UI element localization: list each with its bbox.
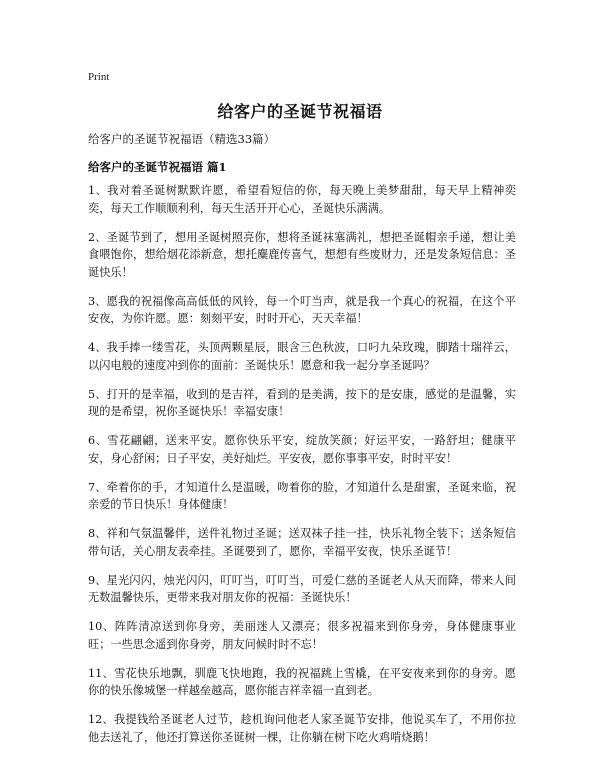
paragraph-10: 10、阵阵清凉送到你身旁，美丽迷人又漂亮；很多祝福来到你身旁，身体健康事业旺；一些思念遥到你身旁，朋友问候时时不忘！	[88, 620, 516, 651]
print-link[interactable]: Print	[88, 71, 110, 83]
paragraph-1: 1、我对着圣诞树默默许愿，希望看短信的你，每天晚上美梦甜甜，每天早上精神奕奕，每天工作顺顺利利，每天生活开开心心，圣诞快乐满满。	[88, 184, 516, 215]
paragraph-5: 5、打开的是幸福，收到的是吉祥，看到的是美满，按下的是安康，感觉的是温馨，实现的是希望，祝你圣诞快乐！幸福安康！	[88, 387, 516, 418]
content-body	[88, 182, 516, 758]
document-subtitle: 给客户的圣诞节祝福语（精选33篇）	[88, 132, 276, 146]
paragraph-9: 9、星光闪闪，烛光闪闪，叮叮当，叮叮当，可爱仁慈的圣诞老人从天而降，带来人间无数温馨快乐，更带来我对朋友你的祝福：圣诞快乐！	[88, 573, 516, 604]
document-title: 给客户的圣诞节祝福语	[217, 102, 383, 121]
paragraph-12: 12、我提钱给圣诞老人过节，趁机询问他老人家圣诞节安排，他说买车了，不用你拉他去送礼了，他还打算送你圣诞树一棵，让你躺在树下吃火鸡啃烧鹅！	[88, 713, 516, 744]
paragraph-11: 11、雪花快乐地飘，驯鹿飞快地跑，我的祝福跳上雪橇，在平安夜来到你的身旁。愿你的快乐像城堡一样越垒越高，愿你能吉祥幸福一直到老。	[88, 666, 516, 697]
paragraph-3: 3、愿我的祝福像高高低低的风铃，每一个叮当声，就是我一个真心的祝福，在这个平安夜，为你许愿。愿：刻刻平安，时时开心，天天幸福！	[88, 294, 516, 325]
section-heading: 给客户的圣诞节祝福语 篇1	[88, 160, 227, 174]
paragraph-6: 6、雪花翩翩，送来平安。愿你快乐平安，绽放笑颜；好运平安，一路舒坦；健康平安，身心舒闲；日子平安，美好灿烂。平安夜，愿你事事平安，时时平安！	[88, 434, 516, 465]
paragraph-4: 4、我手捧一缕雪花，头顶两颗星辰，眼含三色秋波，口叼九朵玫瑰，脚踏十瑞祥云，以闪电般的速度冲到你的面前：圣诞快乐！愿意和我一起分享圣诞吗？	[88, 341, 516, 372]
paragraph-7: 7、牵着你的手，才知道什么是温暖，吻着你的脸，才知道什么是甜蜜，圣诞来临，祝亲爱的节日快乐！身体健康！	[88, 480, 516, 511]
paragraph-2: 2、圣诞节到了，想用圣诞树照亮你，想将圣诞袜塞满礼，想把圣诞帽亲手递，想让美食喂饱你，想给烟花添新意，想托麋鹿传喜气，想想有些废财力，还是发条短信息：圣诞快乐！	[88, 230, 516, 279]
paragraph-8: 8、祥和气氛温馨伴，送件礼物过圣诞；送双袜子挂一挂，快乐礼物全装下；送条短信带句话，关心朋友表牵挂。圣诞要到了，愿你，幸福平安夜，快乐圣诞节！	[88, 527, 516, 558]
